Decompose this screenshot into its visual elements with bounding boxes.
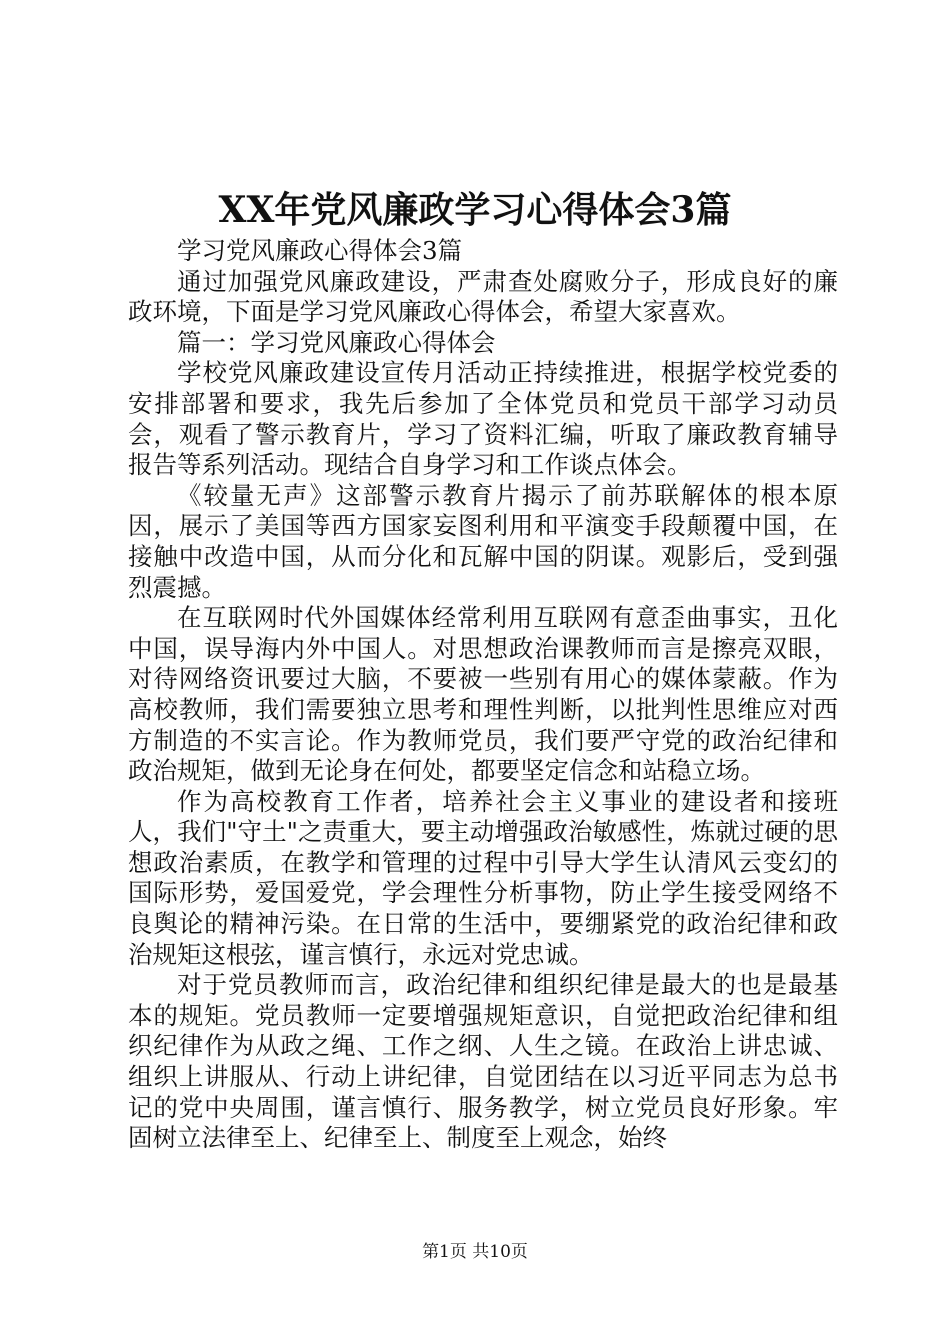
paragraph-intro: 通过加强党风廉政建设，严肃查处腐败分子，形成良好的廉政环境，下面是学习党风廉政心得体会，希望大家喜欢。	[128, 266, 838, 327]
document-title: XX年党风廉政学习心得体会3篇	[218, 189, 732, 231]
paragraph: 《较量无声》这部警示教育片揭示了前苏联解体的根本原因，展示了美国等西方国家妄图利用和平演变手段颠覆中国，在接触中改造中国，从而分化和瓦解中国的阴谋。观影后，受到强烈震撼。	[128, 480, 838, 602]
document-body	[128, 236, 838, 1154]
page-footer: 第1页 共10页	[422, 1242, 528, 1262]
paragraph-section-heading: 篇一：学习党风廉政心得体会	[177, 327, 496, 357]
paragraph: 对于党员教师而言，政治纪律和组织纪律是最大的也是最基本的规矩。党员教师一定要增强规矩意识，自觉把政治纪律和组织纪律作为从政之绳、工作之纲、人生之镜。在政治上讲忠诚、组织上讲服从、行动上讲纪律，自觉团结在以习近平同志为总书记的党中央周围，谨言慎行、服务教学，树立党员良好形象。牢固树立法律至上、纪律至上、制度至上观念，始终	[128, 970, 838, 1153]
paragraph: 在互联网时代外国媒体经常利用互联网有意歪曲事实，丑化中国，误导海内外中国人。对思想政治课教师而言是擦亮双眼，对待网络资讯要过大脑，不要被一些别有用心的媒体蒙蔽。作为高校教师，我们需要独立思考和理性判断，以批判性思维应对西方制造的不实言论。作为教师党员，我们要严守党的政治纪律和政治规矩，做到无论身在何处，都要坚定信念和站稳立场。	[128, 603, 838, 786]
paragraph: 学校党风廉政建设宣传月活动正持续推进，根据学校党委的安排部署和要求，我先后参加了全体党员和党员干部学习动员会，观看了警示教育片，学习了资料汇编，听取了廉政教育辅导报告等系列活动。现结合自身学习和工作谈点体会。	[128, 358, 838, 480]
paragraph-subtitle: 学习党风廉政心得体会3篇	[177, 236, 463, 265]
paragraph: 作为高校教育工作者，培养社会主义事业的建设者和接班人，我们"守土"之责重大，要主动增强政治敏感性，炼就过硬的思想政治素质，在教学和管理的过程中引导大学生认清风云变幻的国际形势，爱国爱党，学会理性分析事物，防止学生接受网络不良舆论的精神污染。在日常的生活中，要绷紧党的政治纪律和政治规矩这根弦，谨言慎行，永远对党忠诚。	[128, 786, 838, 969]
